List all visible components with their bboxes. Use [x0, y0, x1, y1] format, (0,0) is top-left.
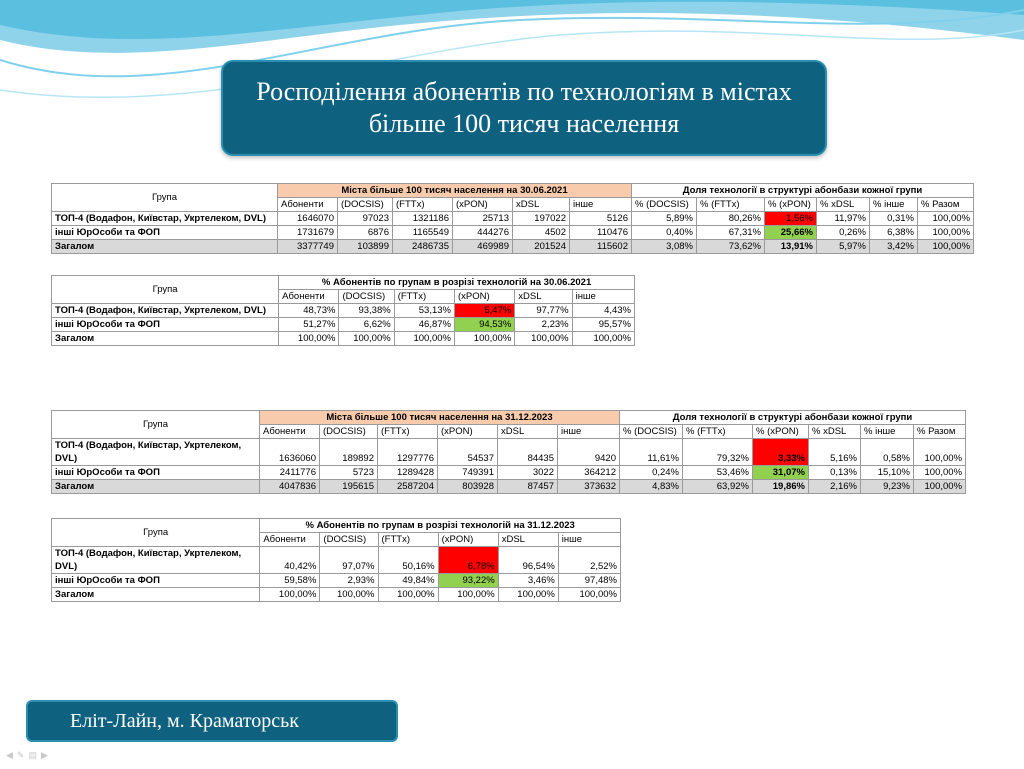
col-header: % Разом: [914, 425, 966, 439]
row-label: ТОП-4 (Водафон, Київстар, Укртелеком, DVL): [52, 547, 260, 574]
row-label: Загалом: [52, 332, 279, 346]
cell: 100,00%: [918, 212, 974, 226]
col-header: % (xPON): [753, 425, 809, 439]
row-label: інші ЮрОсоби та ФОП: [52, 466, 260, 480]
row-label: Загалом: [52, 588, 260, 602]
col-header: інше: [558, 533, 620, 547]
cell: 469989: [453, 240, 513, 254]
cell-highlight-green: 25,66%: [765, 226, 817, 240]
table-row-total: [52, 588, 621, 602]
slide-title-line-1: Росподілення абонентів по технологіям в містах: [256, 77, 792, 106]
slide-title: [221, 60, 827, 156]
cell: 100,00%: [378, 588, 438, 602]
cell: 373632: [558, 480, 620, 494]
cell: 5,97%: [817, 240, 870, 254]
cell: 364212: [558, 466, 620, 480]
cell: 444276: [453, 226, 513, 240]
cell: 100,00%: [394, 332, 454, 346]
col-header: % (DOCSIS): [620, 425, 683, 439]
cell: 53,13%: [394, 304, 454, 318]
cell: 100,00%: [914, 466, 966, 480]
cell: 1297776: [378, 439, 438, 466]
group-header: Група: [52, 519, 260, 547]
cell: 48,73%: [279, 304, 339, 318]
cell: 63,92%: [683, 480, 753, 494]
row-label: ТОП-4 (Водафон, Київстар, Укртелеком, DVL): [52, 304, 279, 318]
cell: 0,40%: [632, 226, 697, 240]
cell: 73,62%: [697, 240, 765, 254]
col-header: % (DOCSIS): [632, 198, 697, 212]
cell: 5,16%: [809, 439, 861, 466]
cell: 80,26%: [697, 212, 765, 226]
cell: 95,57%: [572, 318, 634, 332]
footer-text: Еліт-Лайн, м. Краматорськ: [70, 709, 299, 732]
cell-highlight-red: 6,78%: [438, 547, 498, 574]
col-header: (xPON): [453, 198, 513, 212]
col-header: Абоненти: [278, 198, 338, 212]
cell: 100,00%: [260, 588, 320, 602]
col-header: (DOCSIS): [320, 533, 378, 547]
cell: 103899: [338, 240, 393, 254]
cell: 1289428: [378, 466, 438, 480]
slide-title-line-2: більше 100 тисяч населення: [368, 109, 680, 138]
row-label: ТОП-4 (Водафон, Київстар, Укртелеком, DVL): [52, 212, 278, 226]
cell: 3,46%: [498, 574, 558, 588]
cell: 97,07%: [320, 547, 378, 574]
cell: 59,58%: [260, 574, 320, 588]
header-share-2021: Доля технології в структурі абонбази кожної групи: [632, 184, 974, 198]
cell: 1321186: [393, 212, 453, 226]
col-header: % (FTTx): [683, 425, 753, 439]
previous-arrow-icon[interactable]: ◀: [6, 750, 17, 760]
col-header: інше: [572, 290, 634, 304]
cell: 6,38%: [870, 226, 918, 240]
col-header: (DOCSIS): [320, 425, 378, 439]
cell: 197022: [513, 212, 570, 226]
cell: 189892: [320, 439, 378, 466]
col-header: Абоненти: [260, 533, 320, 547]
table-row: [52, 439, 966, 466]
col-header: % (xPON): [765, 198, 817, 212]
cell-highlight-red: 1,56%: [765, 212, 817, 226]
col-header: Абоненти: [279, 290, 339, 304]
table-2021-distribution: [51, 183, 974, 254]
pen-icon[interactable]: ✎: [16, 750, 29, 760]
cell: 50,16%: [378, 547, 438, 574]
cell-highlight-red: 3,33%: [753, 439, 809, 466]
cell: 110476: [570, 226, 632, 240]
cell: 84435: [498, 439, 558, 466]
cell: 3,08%: [632, 240, 697, 254]
cell: 4,83%: [620, 480, 683, 494]
group-header: Група: [52, 411, 260, 439]
col-header: % Разом: [918, 198, 974, 212]
cell: 53,46%: [683, 466, 753, 480]
cell: 2587204: [378, 480, 438, 494]
cell: 5126: [570, 212, 632, 226]
table-row: [52, 547, 621, 574]
cell: 4502: [513, 226, 570, 240]
cell: 100,00%: [558, 588, 620, 602]
col-header: % інше: [870, 198, 918, 212]
cell: 97023: [338, 212, 393, 226]
cell: 2411776: [260, 466, 320, 480]
header-share-2023: Доля технології в структурі абонбази кожної групи: [620, 411, 966, 425]
cell: 100,00%: [438, 588, 498, 602]
cell: 100,00%: [279, 332, 339, 346]
cell: 100,00%: [498, 588, 558, 602]
table-row-total: [52, 332, 635, 346]
cell: 4047836: [260, 480, 320, 494]
col-header: (DOCSIS): [338, 198, 393, 212]
cell: 2,16%: [809, 480, 861, 494]
col-header: % xDSL: [817, 198, 870, 212]
cell: 0,58%: [861, 439, 914, 466]
table-row: [52, 574, 621, 588]
cell: 1731679: [278, 226, 338, 240]
cell: 1646070: [278, 212, 338, 226]
cell: 6876: [338, 226, 393, 240]
table-2023-percent: [51, 518, 621, 602]
cell: 11,97%: [817, 212, 870, 226]
cell: 2,93%: [320, 574, 378, 588]
group-header: Група: [52, 184, 278, 212]
cell: 100,00%: [918, 240, 974, 254]
cell: 100,00%: [339, 332, 394, 346]
col-header: % інше: [861, 425, 914, 439]
cell: 749391: [438, 466, 498, 480]
menu-icon[interactable]: ▤: [28, 750, 41, 760]
table-row: [52, 226, 974, 240]
header-cities-2023: Міста більше 100 тисяч населення на 31.12.2023: [260, 411, 620, 425]
cell: 93,38%: [339, 304, 394, 318]
cell: 97,48%: [558, 574, 620, 588]
col-header: Абоненти: [260, 425, 320, 439]
col-header: % xDSL: [809, 425, 861, 439]
table-row: [52, 212, 974, 226]
col-header: xDSL: [498, 425, 558, 439]
cell: 0,26%: [817, 226, 870, 240]
table-row: [52, 304, 635, 318]
slideshow-controls[interactable]: [6, 750, 52, 761]
cell-highlight-green: 93,22%: [438, 574, 498, 588]
row-label: інші ЮрОсоби та ФОП: [52, 318, 279, 332]
cell: 100,00%: [572, 332, 634, 346]
col-header: (FTTx): [378, 425, 438, 439]
cell: 3,42%: [870, 240, 918, 254]
cell: 195615: [320, 480, 378, 494]
cell: 6,62%: [339, 318, 394, 332]
cell: 0,24%: [620, 466, 683, 480]
header-percent-2021: % Абонентів по групам в розрізі технологій на 30.06.2021: [279, 276, 635, 290]
cell: 100,00%: [918, 226, 974, 240]
cell: 0,13%: [809, 466, 861, 480]
col-header: інше: [558, 425, 620, 439]
cell: 1636060: [260, 439, 320, 466]
col-header: (FTTx): [378, 533, 438, 547]
col-header: (FTTx): [394, 290, 454, 304]
col-header: (xPON): [438, 533, 498, 547]
cell: 2,52%: [558, 547, 620, 574]
footer-label: [26, 700, 398, 742]
cell: 0,31%: [870, 212, 918, 226]
cell: 46,87%: [394, 318, 454, 332]
cell: 87457: [498, 480, 558, 494]
cell: 3022: [498, 466, 558, 480]
table-row-total: [52, 240, 974, 254]
cell: 5723: [320, 466, 378, 480]
cell: 49,84%: [378, 574, 438, 588]
table-2021-percent: [51, 275, 635, 346]
header-cities-2021: Міста більше 100 тисяч населення на 30.06.2021: [278, 184, 632, 198]
row-label: Загалом: [52, 480, 260, 494]
col-header: % (FTTx): [697, 198, 765, 212]
cell: 15,10%: [861, 466, 914, 480]
cell: 13,91%: [765, 240, 817, 254]
cell: 201524: [513, 240, 570, 254]
cell: 100,00%: [320, 588, 378, 602]
cell: 97,77%: [515, 304, 572, 318]
cell: 25713: [453, 212, 513, 226]
cell: 79,32%: [683, 439, 753, 466]
table-row: [52, 466, 966, 480]
cell: 11,61%: [620, 439, 683, 466]
col-header: xDSL: [515, 290, 572, 304]
cell: 100,00%: [515, 332, 572, 346]
cell-highlight-green: 94,53%: [455, 318, 515, 332]
cell: 96,54%: [498, 547, 558, 574]
cell: 9420: [558, 439, 620, 466]
row-label: Загалом: [52, 240, 278, 254]
cell: 67,31%: [697, 226, 765, 240]
cell: 54537: [438, 439, 498, 466]
cell: 3377749: [278, 240, 338, 254]
cell-highlight-green: 31,07%: [753, 466, 809, 480]
header-percent-2023: % Абонентів по групам в розрізі технологій на 31.12.2023: [260, 519, 621, 533]
cell: 115602: [570, 240, 632, 254]
col-header: інше: [570, 198, 632, 212]
cell: 5,89%: [632, 212, 697, 226]
row-label: ТОП-4 (Водафон, Київстар, Укртелеком, DVL): [52, 439, 260, 466]
cell: 9,23%: [861, 480, 914, 494]
table-row: [52, 318, 635, 332]
table-2023-distribution: [51, 410, 966, 494]
cell: 2486735: [393, 240, 453, 254]
cell: 51,27%: [279, 318, 339, 332]
cell-highlight-red: 5,47%: [455, 304, 515, 318]
cell: 803928: [438, 480, 498, 494]
cell: 19,86%: [753, 480, 809, 494]
cell: 1165549: [393, 226, 453, 240]
col-header: (DOCSIS): [339, 290, 394, 304]
cell: 4,43%: [572, 304, 634, 318]
col-header: xDSL: [513, 198, 570, 212]
row-label: інші ЮрОсоби та ФОП: [52, 226, 278, 240]
cell: 2,23%: [515, 318, 572, 332]
row-label: інші ЮрОсоби та ФОП: [52, 574, 260, 588]
col-header: xDSL: [498, 533, 558, 547]
table-row-total: [52, 480, 966, 494]
group-header: Група: [52, 276, 279, 304]
cell: 100,00%: [914, 480, 966, 494]
col-header: (xPON): [438, 425, 498, 439]
col-header: (FTTx): [393, 198, 453, 212]
cell: 100,00%: [455, 332, 515, 346]
next-arrow-icon[interactable]: ▶: [40, 750, 52, 760]
cell: 100,00%: [914, 439, 966, 466]
col-header: (xPON): [455, 290, 515, 304]
cell: 40,42%: [260, 547, 320, 574]
